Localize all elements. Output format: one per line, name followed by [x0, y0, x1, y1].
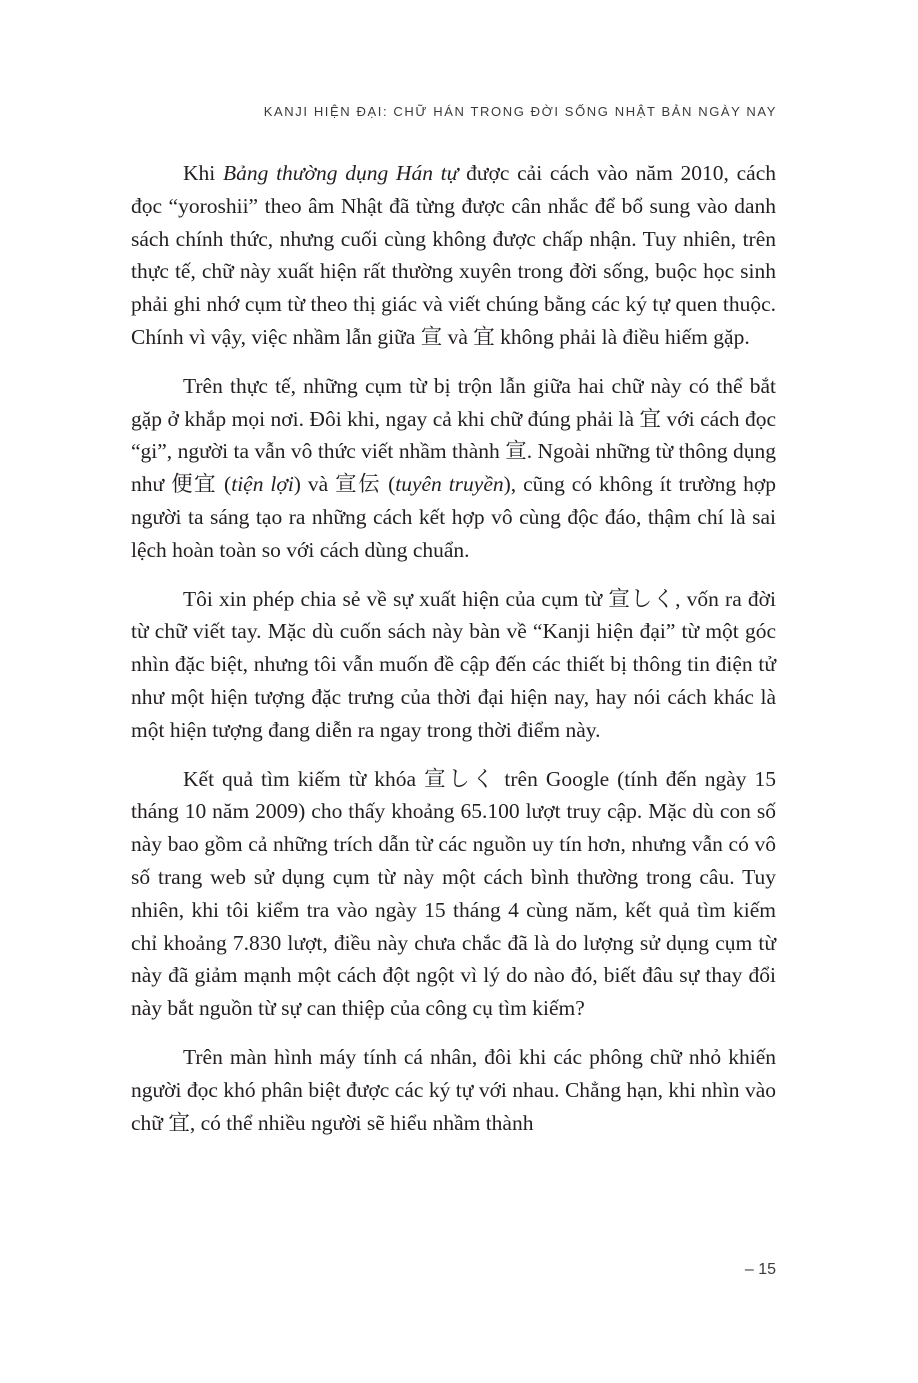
paragraph-2-text-b: ) và 宣伝 ( [293, 472, 396, 497]
book-title-italic: Bảng thường dụng Hán tự [222, 161, 459, 185]
paragraph-2-text-a: Trên thực tế, những cụm từ bị trộn lẫn giữa hai chữ này có thể bắt gặp ở khắp mọi nơi. Đôi khi, ngay cả khi chữ đúng phải là 宜 với cách đọc “gi”, người ta vẫn vô thức viết nhầm thành 宣. Ngoài những từ thông dụng như 便宜 ( [131, 373, 776, 497]
gloss-italic-1: tiện lợi [231, 472, 294, 497]
paragraph-4: Kết quả tìm kiếm từ khóa 宣しく trên Google (tính đến ngày 15 tháng 10 năm 2009) cho thấy khoảng 65.100 lượt truy cập. Mặc dù con số này bao gồm cả những trích dẫn từ các nguồn uy tín hơn, nhưng vẫn có vô số trang web sử dụng cụm từ này một cách bình thường trong câu. Tuy nhiên, khi tôi kiểm tra vào ngày 15 tháng 4 cùng năm, kết quả tìm kiếm chỉ khoảng 7.830 lượt, điều này chưa chắc đã là do lượng sử dụng cụm từ này đã giảm mạnh một cách đột ngột vì lý do nào đó, biết đâu sự thay đổi này bắt nguồn từ sự can thiệp của công cụ tìm kiếm? [131, 766, 776, 1021]
paragraph-1 [131, 157, 776, 354]
paragraph-1-text-a: Khi [183, 161, 223, 185]
paragraph-3: Tôi xin phép chia sẻ về sự xuất hiện của cụm từ 宣しく, vốn ra đời từ chữ viết tay. Mặc dù cuốn sách này bàn về “Kanji hiện đại” từ một góc nhìn đặc biệt, nhưng tôi vẫn muốn đề cập đến các thiết bị thông tin điện tử như một hiện tượng đặc trưng của thời đại hiện nay, hay nói cách khác là một hiện tượng đang diễn ra ngay trong thời điểm này. [131, 586, 776, 742]
paragraph-1-text-b: được cải cách vào năm 2010, cách đọc “yoroshii” theo âm Nhật đã từng được cân nhắc để bổ sung vào danh sách chính thức, nhưng cuối cùng không được chấp nhận. Tuy nhiên, trên thực tế, chữ này xuất hiện rất thường xuyên trong đời sống, buộc học sinh phải ghi nhớ cụm từ theo thị giác và viết chúng bằng các ký tự quen thuộc. Chính vì vậy, việc nhầm lẫn giữa 宣 và 宜 không phải là điều hiếm gặp. [131, 161, 776, 349]
page-number: – 15 [744, 1261, 776, 1278]
gloss-italic-2: tuyên truyền [395, 472, 504, 497]
running-header: KANJI HIỆN ĐẠI: CHỮ HÁN TRONG ĐỜI SỐNG NHẬT BẢN NGÀY NAY [263, 104, 777, 119]
body-text [131, 157, 776, 1155]
paragraph-5: Trên màn hình máy tính cá nhân, đôi khi các phông chữ nhỏ khiến người đọc khó phân biệt được các ký tự với nhau. Chẳng hạn, khi nhìn vào chữ 宜, có thể nhiều người sẽ hiểu nhầm thành [131, 1044, 776, 1135]
paragraph-2 [131, 370, 776, 567]
paragraph-2-text-c: ), cũng có không ít trường hợp người ta sáng tạo ra những cách kết hợp vô cùng độc đáo, thậm chí là sai lệch hoàn toàn so với cách dùng chuẩn. [131, 472, 776, 562]
